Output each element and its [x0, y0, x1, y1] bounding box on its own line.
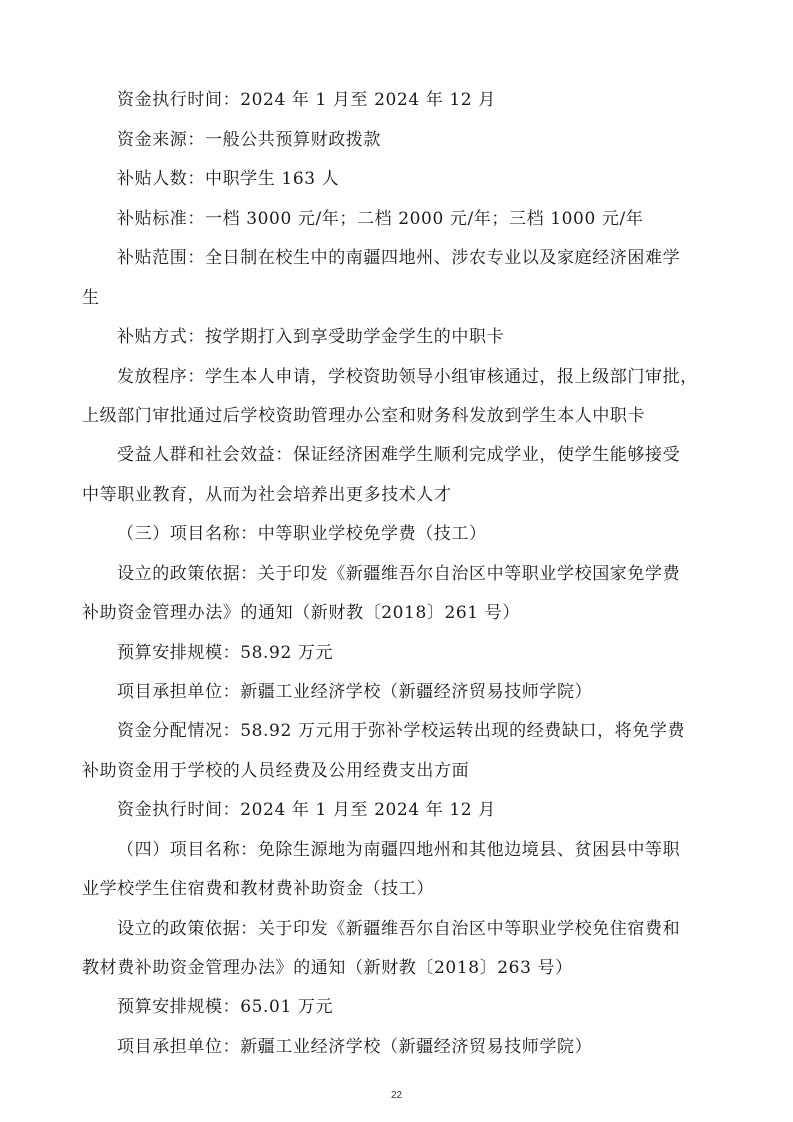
- page-number: 22: [390, 1090, 403, 1101]
- line-beneficiaries-cont: 中等职业教育，从而为社会培养出更多技术人才: [82, 485, 452, 505]
- line-subsidy-scope-cont: 生: [82, 288, 100, 308]
- line-subsidy-standard: 补贴标准：一档 3000 元/年；二档 2000 元/年；三档 1000 元/年: [117, 209, 644, 229]
- line-funding-period-2: 资金执行时间：2024 年 1 月至 2024 年 12 月: [117, 800, 496, 820]
- line-undertaking-unit-2: 项目承担单位：新疆工业经济学校（新疆经济贸易技师学院）: [117, 1037, 593, 1057]
- line-funding-source: 资金来源：一般公共预算财政拨款: [117, 130, 381, 150]
- section-heading-three: （三）项目名称：中等职业学校免学费（技工）: [117, 524, 487, 544]
- line-policy-basis-2: 设立的政策依据：关于印发《新疆维吾尔自治区中等职业学校免住宿费和: [117, 919, 681, 939]
- section-heading-four-cont: 业学校学生住宿费和教材费补助资金（技工）: [82, 879, 434, 899]
- line-subsidy-count: 补贴人数：中职学生 163 人: [117, 169, 340, 189]
- section-heading-four: （四）项目名称：免除生源地为南疆四地州和其他边境县、贫困县中等职: [117, 840, 681, 860]
- line-fund-allocation: 资金分配情况：58.92 万元用于弥补学校运转出现的经费缺口，将免学费: [117, 721, 686, 741]
- line-policy-basis-1-cont: 补助资金管理办法》的通知（新财教〔2018〕261 号）: [82, 603, 520, 623]
- line-policy-basis-2-cont: 教材费补助资金管理办法》的通知（新财教〔2018〕263 号）: [82, 958, 573, 978]
- line-funding-period-1: 资金执行时间：2024 年 1 月至 2024 年 12 月: [117, 90, 496, 110]
- line-distribution-procedure: 发放程序：学生本人申请，学校资助领导小组审核通过，报上级部门审批，: [117, 367, 698, 387]
- line-subsidy-method: 补贴方式：按学期打入到享受助学金学生的中职卡: [117, 327, 505, 347]
- line-budget-scale-2: 预算安排规模：65.01 万元: [117, 997, 334, 1017]
- line-budget-scale-1: 预算安排规模：58.92 万元: [117, 643, 334, 663]
- line-fund-allocation-cont: 补助资金用于学校的人员经费及公用经费支出方面: [82, 761, 470, 781]
- line-subsidy-scope: 补贴范围：全日制在校生中的南疆四地州、涉农专业以及家庭经济困难学: [117, 248, 681, 268]
- line-distribution-procedure-cont: 上级部门审批通过后学校资助管理办公室和财务科发放到学生本人中职卡: [82, 406, 646, 426]
- line-undertaking-unit-1: 项目承担单位：新疆工业经济学校（新疆经济贸易技师学院）: [117, 682, 593, 702]
- line-policy-basis-1: 设立的政策依据：关于印发《新疆维吾尔自治区中等职业学校国家免学费: [117, 564, 681, 584]
- line-beneficiaries: 受益人群和社会效益：保证经济困难学生顺利完成学业，使学生能够接受: [117, 445, 681, 465]
